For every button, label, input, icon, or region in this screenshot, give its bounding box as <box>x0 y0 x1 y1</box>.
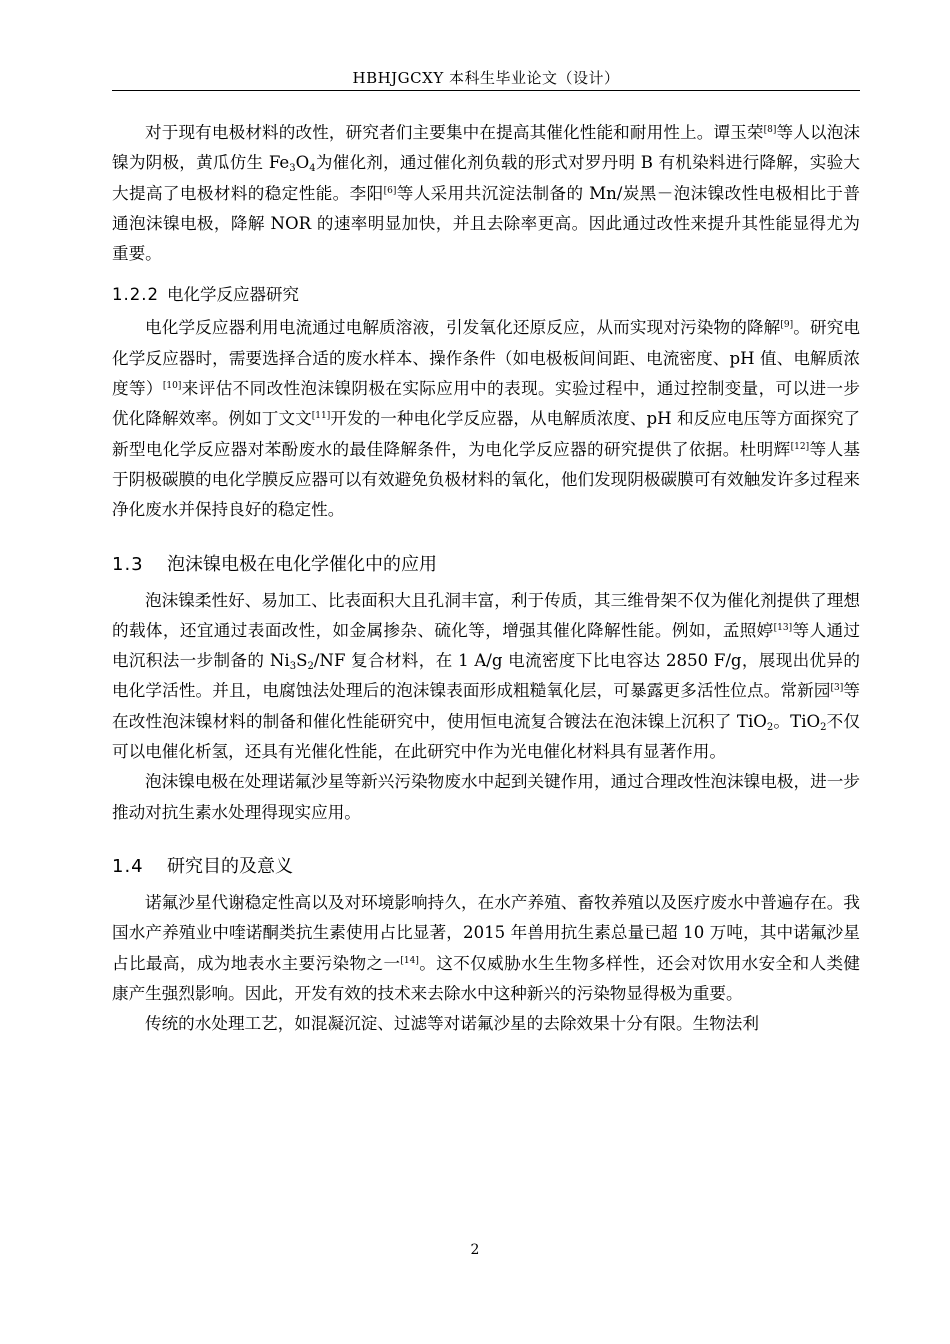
citation[interactable]: [6] <box>383 185 397 196</box>
citation[interactable]: [11] <box>311 411 331 422</box>
citation[interactable]: [14] <box>400 955 419 966</box>
paragraph-nickel-foam-properties: 泡沫镍柔性好、易加工、比表面积大且孔洞丰富，利于传质，其三维骨架不仅为催化剂提供了理想的载体，还宜通过表面改性，如金属掺杂、硫化等，增强其催化降解性能。例如，孟照婷[13]等人通过电沉积法一步制备的 $Ni_3S_2/NF$ 复合材料，在 1 A/g 电流密度下比电容达 2850 F/g，展现出优异的电化学活性。并且，电腐蚀法处理后的泡沫镍表面形成粗糙氧化层，可暴露更多活性位点。常新园[3]等在改性泡沫镍材料的制备和催化性能研究中，使用恒电流复合镀法在泡沫镍上沉积了 TiO$_2$。TiO$_2$不仅可以电催化析氢，还具有光催化性能，在此研究中作为光电催化材料具有显著作用。 <box>112 590 861 762</box>
citation[interactable]: [12] <box>790 441 810 452</box>
paragraph-electrode-modification: 对于现有电极材料的改性，研究者们主要集中在提高其催化性能和耐用性上。谭玉荣[8]等人以泡沫镍为阴极，黄瓜仿生 $Fe_3O_4$为催化剂，通过催化剂负载的形式对罗丹明 B 有机染料进行降解，实验大大提高了电极材料的稳定性能。李阳[6]等人采用共沉淀法制备的 Mn/炭黑－泡沫镍改性电极相比于普通泡沫镍电极，降解 NOR 的速率明显加快，并且去除率更高。因此通过改性来提升其性能显得尤为重要。 <box>112 123 861 264</box>
citation[interactable]: [9] <box>780 320 794 331</box>
section-heading-1-2-2: 1.2.2 电化学反应器研究 <box>112 285 299 305</box>
paragraph-traditional-treatment: 传统的水处理工艺，如混凝沉淀、过滤等对诺氟沙星的去除效果十分有限。生物法利 <box>145 1014 759 1034</box>
citation[interactable]: [3] <box>830 683 844 694</box>
section-heading-1-3: 1.3 泡沫镍电极在电化学催化中的应用 <box>112 553 437 575</box>
page-number: 2 <box>470 1242 480 1258</box>
paragraph-norfloxacin-background: 诺氟沙星代谢稳定性高以及对环境影响持久，在水产养殖、畜牧养殖以及医疗废水中普遍存在。我国水产养殖业中喹诺酮类抗生素使用占比显著，2015 年兽用抗生素总量已超 10 万吨，其中诺氟沙星占比最高，成为地表水主要污染物之一[14]。这不仅威胁水生生物多样性，还会对饮用水安全和人类健康产生强烈影响。因此，开发有效的技术来去除水中这种新兴的污染物显得极为重要。 <box>112 892 861 1003</box>
citation[interactable]: [10] <box>162 381 182 392</box>
citation[interactable]: [8] <box>763 125 777 135</box>
document-body <box>112 118 860 1039</box>
section-heading-1-4: 1.4 研究目的及意义 <box>112 855 293 877</box>
paragraph-nickel-foam-role: 泡沫镍电极在处理诺氟沙星等新兴污染物废水中起到关键作用，通过合理改性泡沫镍电极，进一步推动对抗生素水处理得现实应用。 <box>112 772 860 822</box>
header-divider <box>112 90 860 91</box>
page-header-title: HBHJGCXY 本科生毕业论文（设计） <box>352 69 620 87</box>
citation[interactable]: [13] <box>773 622 793 633</box>
paragraph-electrochemical-reactor: 电化学反应器利用电流通过电解质溶液，引发氧化还原反应，从而实现对污染物的降解[9]。研究电化学反应器时，需要选择合适的废水样本、操作条件（如电极板间间距、电流密度、pH 值、电解质浓度等）[10]来评估不同改性泡沫镍阴极在实际应用中的表现。实验过程中，通过控制变量，可以进一步优化降解效率。例如丁文文[11]开发的一种电化学反应器，从电解质浓度、pH 和反应电压等方面探究了新型电化学反应器对苯酚废水的最佳降解条件，为电化学反应器的研究提供了依据。杜明辉[12]等人基于阴极碳膜的电化学膜反应器可以有效避免负极材料的氧化，他们发现阴极碳膜可有效触发许多过程来净化废水并保持良好的稳定性。 <box>112 318 861 520</box>
